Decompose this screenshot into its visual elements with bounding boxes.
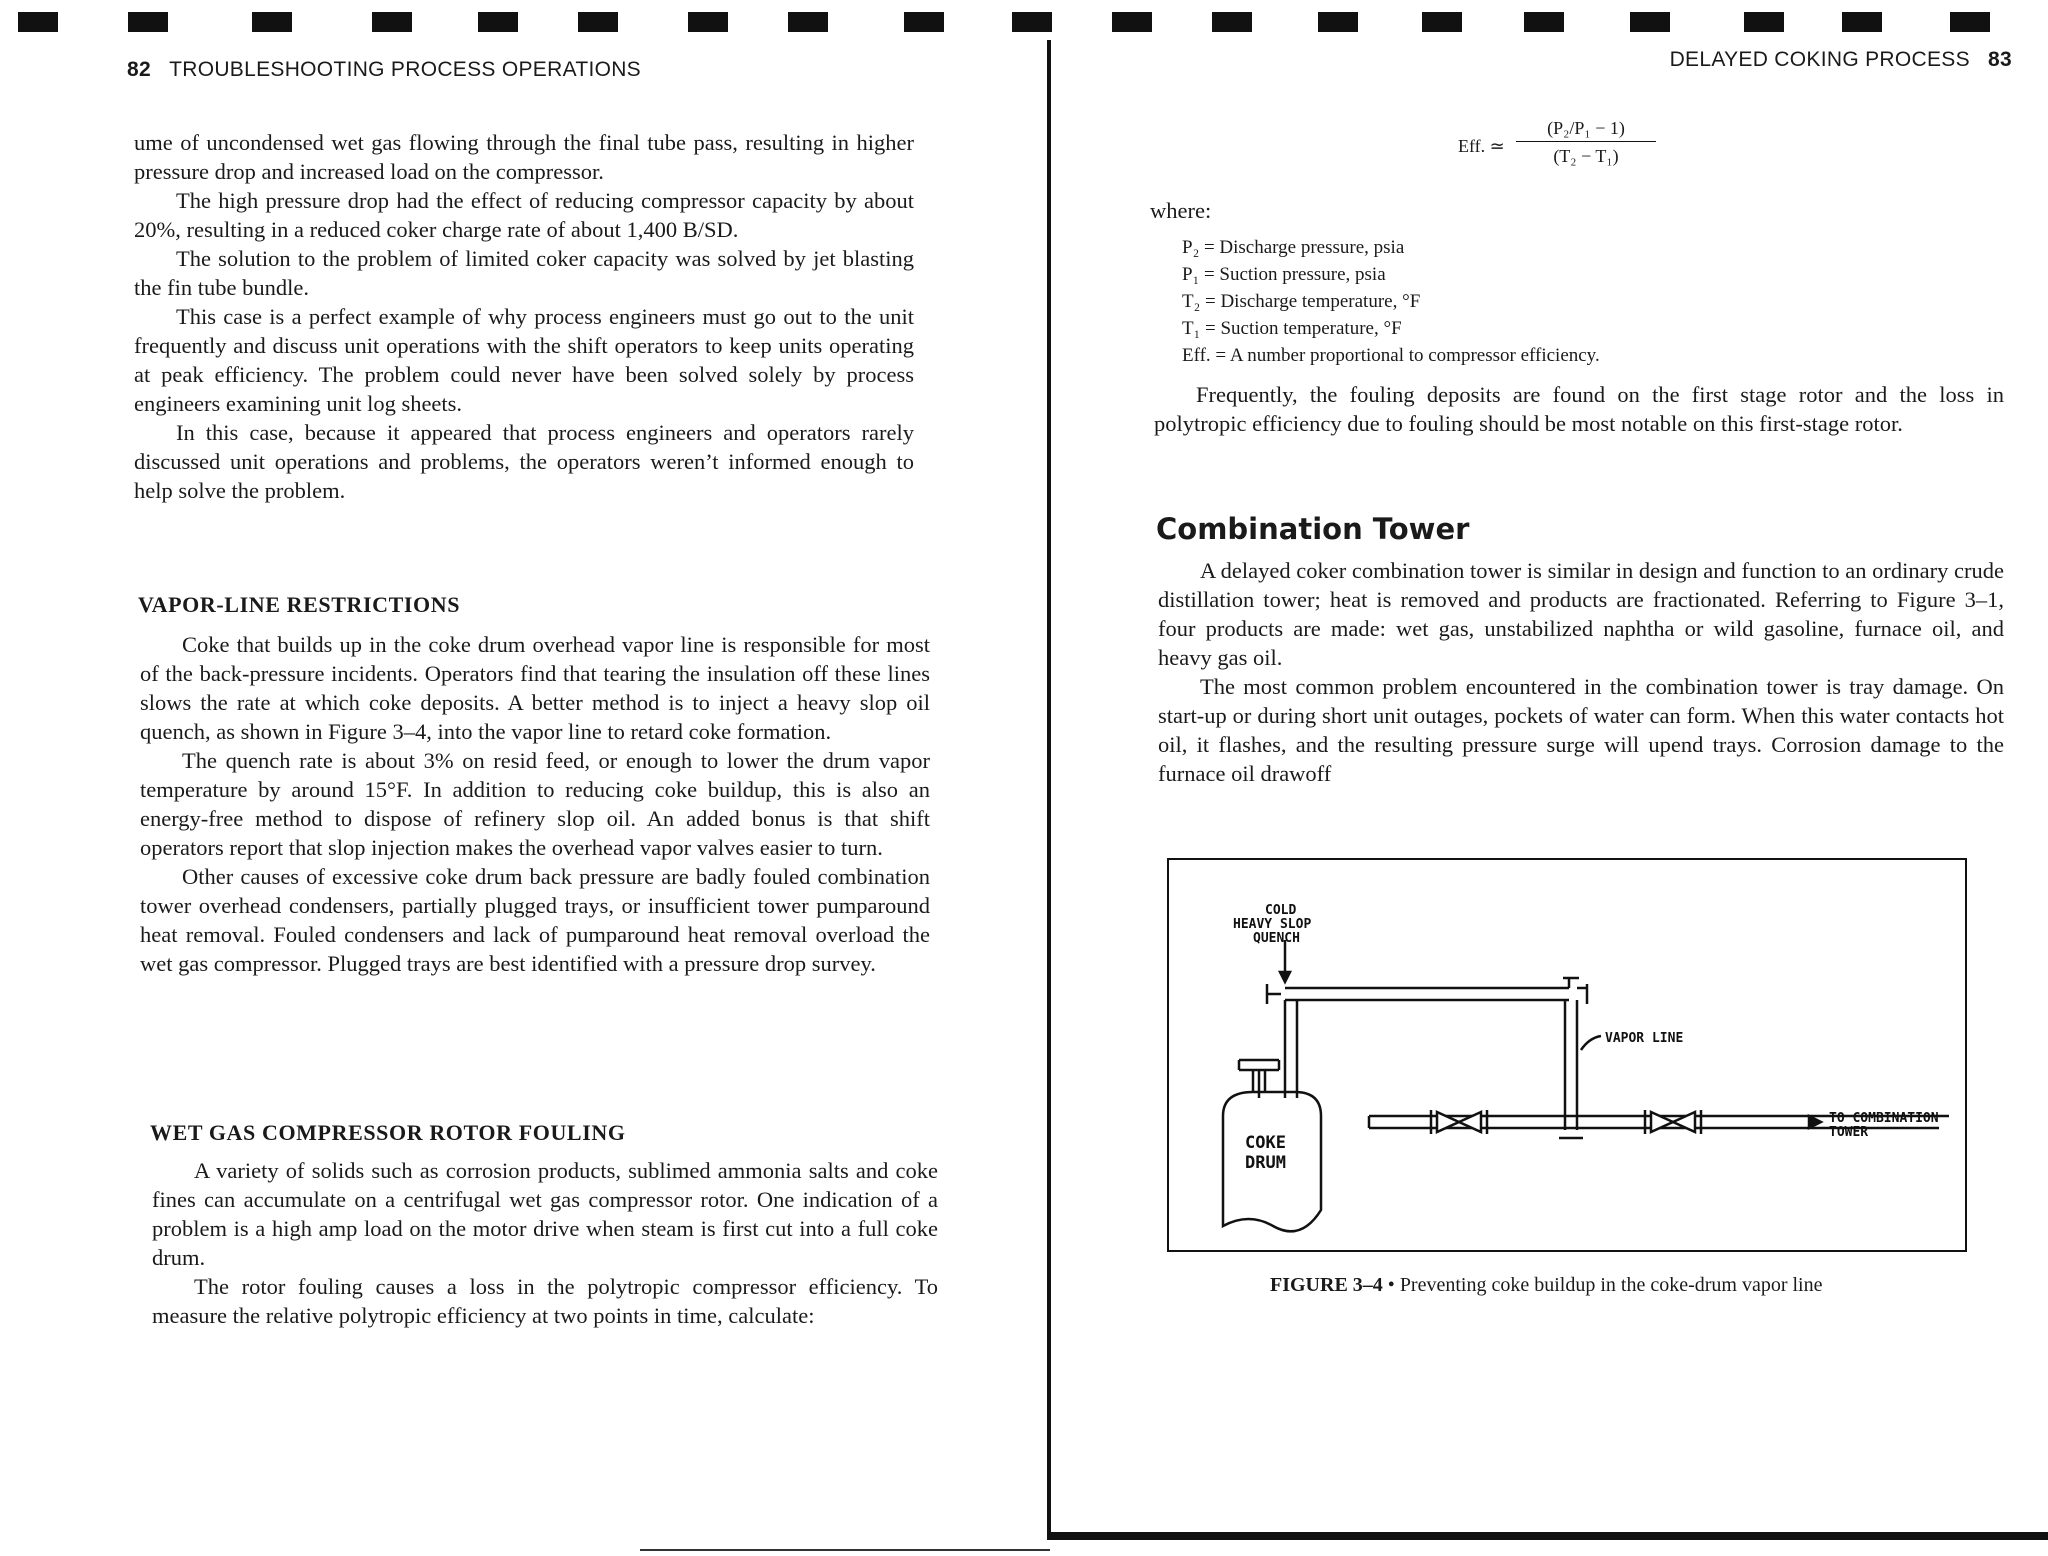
fouling-paragraph: Frequently, the fouling deposits are found on the first stage rotor and the loss in polytropic efficiency due to fouling should be most notable on this first-stage rotor. — [1154, 382, 2004, 436]
left-running-title: TROUBLESHOOTING PROCESS OPERATIONS — [169, 58, 641, 81]
combination-text — [1158, 556, 2004, 788]
page-spine — [1047, 40, 1051, 1540]
paragraph: In this case, because it appeared that process engineers and operators rarely discussed unit operations and problems, the operators weren’t informed enough to help solve the problem. — [134, 420, 914, 503]
variable-definitions — [1182, 234, 1600, 369]
left-page-number: 82 — [127, 58, 151, 81]
coke-drum-label-2: DRUM — [1245, 1153, 1286, 1173]
left-vapor-text — [140, 630, 930, 978]
right-running-head — [1670, 48, 2012, 72]
left-rotor-text — [152, 1156, 938, 1330]
caption-text: Preventing coke buildup in the coke-drum vapor line — [1399, 1274, 1823, 1296]
variable-definition: P₁ = Suction pressure, psia — [1182, 264, 1386, 285]
variable-definition: P₂ = Discharge pressure, psia — [1182, 237, 1405, 258]
rotor-fouling-heading: WET GAS COMPRESSOR ROTOR FOULING — [150, 1120, 626, 1145]
to-tower-label-2: TOWER — [1829, 1125, 1869, 1140]
formula-denominator: (T₂ − T₁) — [1553, 146, 1619, 166]
quench-label-2: HEAVY SLOP — [1233, 917, 1312, 932]
vapor-line-heading: VAPOR-LINE RESTRICTIONS — [138, 592, 461, 617]
combination-tower-heading: Combination Tower — [1156, 512, 1470, 546]
paragraph: Coke that builds up in the coke drum overhead vapor line is responsible for most of the back-pressure incidents. Operators find that tearing the insulation off these lines slows the rate at which coke deposits. A better method is to inject a heavy slop oil quench, as shown in Figure 3–4, into the vapor line to retard coke formation. — [140, 632, 930, 744]
left-intro-text — [134, 128, 914, 505]
caption-separator: • — [1382, 1274, 1400, 1296]
paragraph: The solution to the problem of limited coker capacity was solved by jet blasting the fin tube bundle. — [134, 246, 914, 300]
paragraph: The most common problem encountered in the combination tower is tray damage. On start-up or during short unit outages, pockets of water can form. When this water contacts hot oil, it flashes, and the resulting pressure surge will upend trays. Corrosion damage to the furnace oil drawoff — [1158, 674, 2004, 786]
paragraph: Other causes of excessive coke drum back pressure are badly fouled combination tower overhead condensers, partially plugged trays, or insufficient tower pumparound heat removal. Fouled condensers and lack of pumparound heat removal overload the wet gas compressor. Plugged trays are best identified with a pressure drop survey. — [140, 864, 930, 976]
coke-drum-diagram — [1169, 860, 1965, 1250]
paragraph: The high pressure drop had the effect of reducing compressor capacity by about 20%, resulting in a reduced coker charge rate of about 1,400 B/SD. — [134, 188, 914, 242]
coke-drum-label-1: COKE — [1245, 1133, 1286, 1153]
where-label: where: — [1150, 198, 1212, 223]
efficiency-formula — [1458, 118, 1678, 178]
right-page-number: 83 — [1988, 48, 2012, 71]
paragraph: The rotor fouling causes a loss in the polytropic compressor efficiency. To measure the relative polytropic efficiency at two points in time, calculate: — [152, 1274, 938, 1328]
paragraph: A variety of solids such as corrosion products, sublimed ammonia salts and coke fines can accumulate on a centrifugal wet gas compressor rotor. One indication of a problem is a high amp load on the motor drive when steam is first cut into a full coke drum. — [152, 1158, 938, 1270]
variable-definition: T₂ = Discharge temperature, °F — [1182, 291, 1421, 312]
formula-numerator: (P₂/P₁ − 1) — [1516, 118, 1656, 142]
paragraph: ume of uncondensed wet gas flowing through the final tube pass, resulting in higher pressure drop and increased load on the compressor. — [134, 130, 914, 184]
paragraph: This case is a perfect example of why process engineers must go out to the unit frequently and discuss unit operations with the shift operators to keep units operating at peak efficiency. The problem could never have been solved solely by process engineers examining unit log sheets. — [134, 304, 914, 416]
variable-definition: Eff. = A number proportional to compressor efficiency. — [1182, 345, 1600, 366]
right-running-title: DELAYED COKING PROCESS — [1669, 48, 1970, 71]
variable-definition: T₁ = Suction temperature, °F — [1182, 318, 1402, 339]
paragraph: A delayed coker combination tower is similar in design and function to an ordinary crude distillation tower; heat is removed and products are fractionated. Referring to Figure 3–1, four products are made: wet gas, unstabilized naphtha or wild gasoline, furnace oil, and heavy gas oil. — [1158, 558, 2004, 670]
formula-lhs: Eff. ≃ — [1458, 136, 1505, 156]
vapor-line-label: VAPOR LINE — [1605, 1031, 1684, 1046]
figure-3-4 — [1167, 858, 1967, 1252]
quench-label-3: QUENCH — [1253, 931, 1300, 946]
caption-figure-label: FIGURE 3–4 — [1270, 1274, 1383, 1296]
to-tower-label-1: TO COMBINATION — [1829, 1111, 1939, 1126]
left-running-head — [127, 58, 641, 82]
figure-caption — [1270, 1270, 1870, 1300]
right-page — [1058, 0, 2048, 1556]
quench-label-1: COLD — [1265, 903, 1297, 918]
paragraph: The quench rate is about 3% on resid feed, or enough to lower the drum vapor temperature by around 15°F. In addition to reducing coke buildup, this is also an energy-free method to dispose of refinery slop oil. An added bonus is that shift operators report that slop injection makes the overhead vapor valves easier to turn. — [140, 748, 930, 860]
